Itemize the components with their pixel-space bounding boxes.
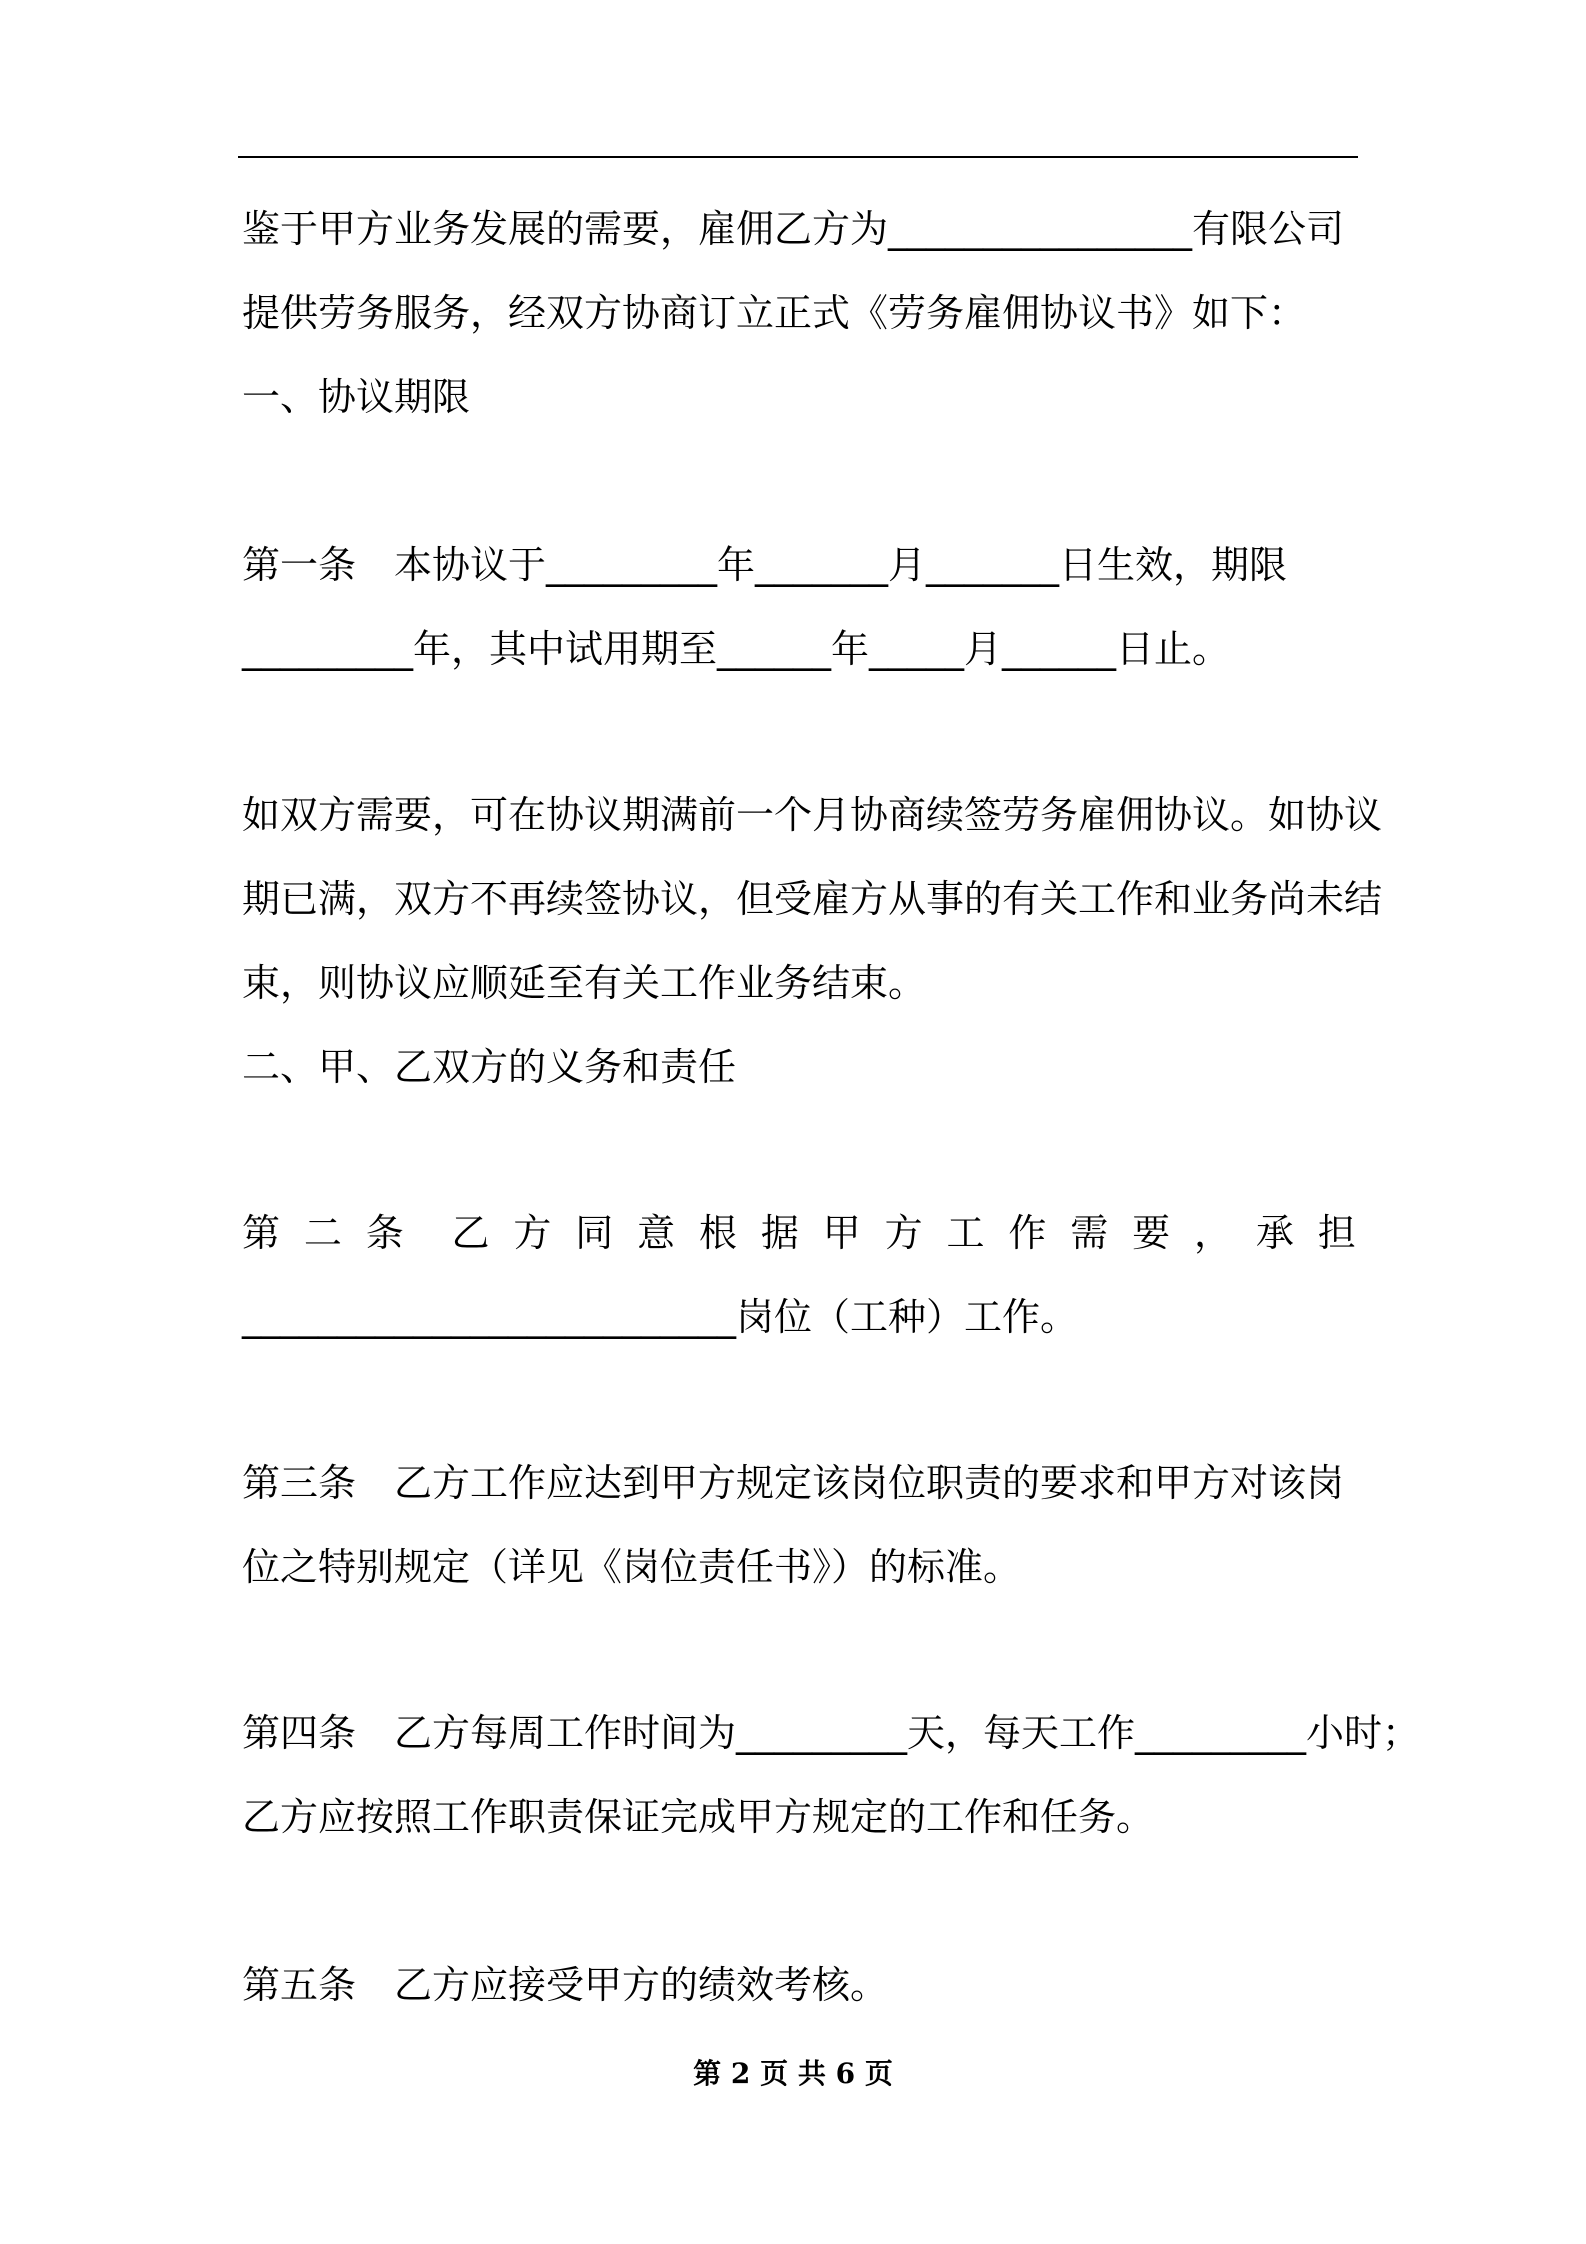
- header-rule: [238, 156, 1358, 158]
- article-2-char: ，: [1193, 1211, 1232, 1255]
- renewal-line-1: 如双方需要，可在协议期满前一个月协商续签劳务雇佣协议。如协议: [242, 793, 1383, 837]
- article-2-char: 工: [946, 1211, 985, 1255]
- article-2-char: 甲: [822, 1211, 861, 1255]
- section-2-heading: 二、甲、乙双方的义务和责任: [242, 1045, 737, 1089]
- article-2-char: 担: [1317, 1211, 1356, 1255]
- renewal-line-3: 束，则协议应顺延至有关工作业务结束。: [242, 961, 927, 1005]
- intro-line-1: 鉴于甲方业务发展的需要，雇佣乙方为________________有限公司: [242, 207, 1345, 251]
- renewal-line-2: 期已满，双方不再续签协议，但受雇方从事的有关工作和业务尚未结: [242, 877, 1383, 921]
- article-2-char: 要: [1132, 1211, 1171, 1255]
- article-1-line-1: 第一条 本协议于_________年_______月_______日生效，期限: [242, 543, 1288, 587]
- article-2-char: 同: [575, 1211, 614, 1255]
- intro-line-2: 提供劳务服务，经双方协商订立正式《劳务雇佣协议书》如下：: [242, 291, 1307, 335]
- article-2-char: 作: [1008, 1211, 1047, 1255]
- page-number: 第 2 页 共 6 页: [693, 2057, 893, 2090]
- article-2-char: 条: [365, 1211, 404, 1255]
- article-2-char: 乙: [451, 1211, 490, 1255]
- article-2-char: 方: [513, 1211, 552, 1255]
- article-2-char: 方: [884, 1211, 923, 1255]
- article-2-line-2: __________________________岗位（工种）工作。: [242, 1295, 1079, 1339]
- article-5-line-1: 第五条 乙方应接受甲方的绩效考核。: [242, 1963, 889, 2007]
- article-4-line-2: 乙方应按照工作职责保证完成甲方规定的工作和任务。: [242, 1795, 1155, 1839]
- article-3-line-1: 第三条 乙方工作应达到甲方规定该岗位职责的要求和甲方对该岗: [242, 1461, 1345, 1505]
- section-1-heading: 一、协议期限: [242, 375, 471, 419]
- article-2-char: 据: [760, 1211, 799, 1255]
- article-4-line-1: 第四条 乙方每周工作时间为_________天，每天工作_________小时；: [242, 1711, 1421, 1755]
- article-2-char: 承: [1255, 1211, 1294, 1255]
- article-2-char: 需: [1070, 1211, 1109, 1255]
- article-2-char: 意: [637, 1211, 676, 1255]
- article-3-line-2: 位之特别规定（详见《岗位责任书》）的标准。: [242, 1545, 1022, 1589]
- article-2-char: 二: [303, 1211, 342, 1255]
- article-2-line-1: [242, 1208, 1356, 1258]
- article-2-char: 第: [242, 1211, 281, 1255]
- article-1-line-2: _________年，其中试用期至______年_____月______日止。: [242, 627, 1231, 671]
- article-2-char: 根: [698, 1211, 737, 1255]
